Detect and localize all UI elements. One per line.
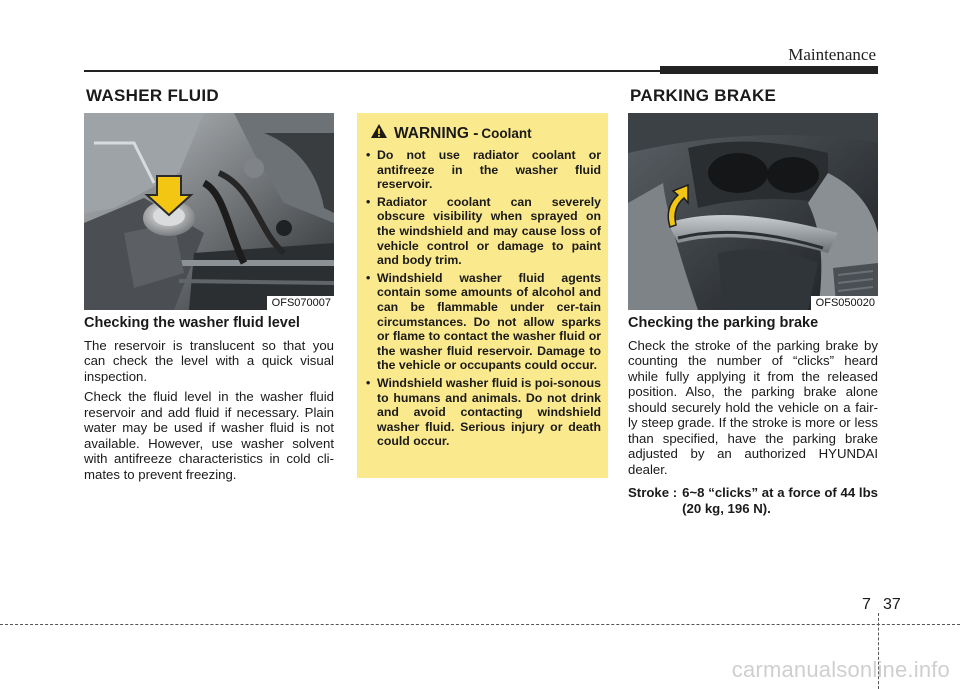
page-number: 37 bbox=[883, 596, 901, 613]
washer-reservoir-photo bbox=[84, 113, 334, 310]
warning-triangle-icon bbox=[370, 123, 388, 144]
warning-item: • Do not use radiator coolant or antifreeze in the washer fluid reservoir. bbox=[365, 148, 601, 192]
watermark-text: carmanualsonline.info bbox=[731, 657, 950, 682]
page-header-title: Maintenance bbox=[788, 45, 876, 64]
chapter-number: 7 bbox=[862, 596, 871, 613]
parking-brake-photo bbox=[628, 113, 878, 310]
coolant-warning-box bbox=[357, 113, 608, 478]
washer-photo-code: OFS070007 bbox=[267, 296, 334, 310]
stroke-spec bbox=[628, 485, 878, 516]
warning-item: • Radiator coolant can severely obscure visibility when sprayed on the windshield and may cause loss of vehicle control or damage to paint and body trim. bbox=[365, 195, 601, 268]
washer-fluid-text bbox=[84, 316, 334, 487]
stroke-value: 6~8 “clicks” at a force of 44 lbs (20 kg, 196 N). bbox=[682, 485, 878, 516]
parking-paragraph: Check the stroke of the parking brake by counting the number of “clicks” heard while fully applying it from the released position. Also, the parking brake alone should securely hold the vehicle on a fair-ly steep grade. If the stroke is more or less than specified, have the parking brake adjusted by an authorized HYUNDAI dealer. bbox=[628, 337, 878, 477]
parking-brake-title: PARKING BRAKE bbox=[630, 86, 777, 105]
warning-item: • Windshield washer fluid agents contain some amounts of alcohol and can be flammable under cer-tain circumstances. Do not allow sparks or flame to contact the washer fluid or the washer fluid reservoir. Damage to the vehicle or occupants could occur. bbox=[365, 271, 601, 373]
parking-subheading: Checking the parking brake bbox=[628, 315, 819, 331]
warning-label: WARNING - bbox=[394, 124, 479, 142]
header-bar bbox=[660, 66, 878, 74]
warning-list bbox=[365, 148, 601, 449]
warning-item: • Windshield washer fluid is poi-sonous to humans and animals. Do not drink and avoid contacting windshield washer fluid. Serious injury or death could occur. bbox=[365, 376, 601, 449]
header-rule bbox=[84, 70, 668, 72]
warning-heading bbox=[365, 123, 601, 144]
footer-rule bbox=[0, 624, 960, 625]
parking-brake-text bbox=[628, 316, 878, 516]
warning-topic: Coolant bbox=[481, 126, 532, 141]
stroke-label: Stroke : bbox=[628, 485, 678, 500]
parking-photo-code: OFS050020 bbox=[811, 296, 878, 310]
washer-paragraph: Check the fluid level in the washer fluid reservoir and add fluid if necessary. Plain water may be used if washer fluid is not available. However, use washer solvent with antifreeze characteristics in cold cli-mates to prevent freezing. bbox=[84, 389, 334, 482]
washer-fluid-title: WASHER FLUID bbox=[86, 86, 219, 105]
washer-paragraph: The reservoir is translucent so that you can check the level with a quick visual inspection. bbox=[84, 337, 334, 384]
washer-subheading: Checking the washer fluid level bbox=[84, 315, 300, 331]
